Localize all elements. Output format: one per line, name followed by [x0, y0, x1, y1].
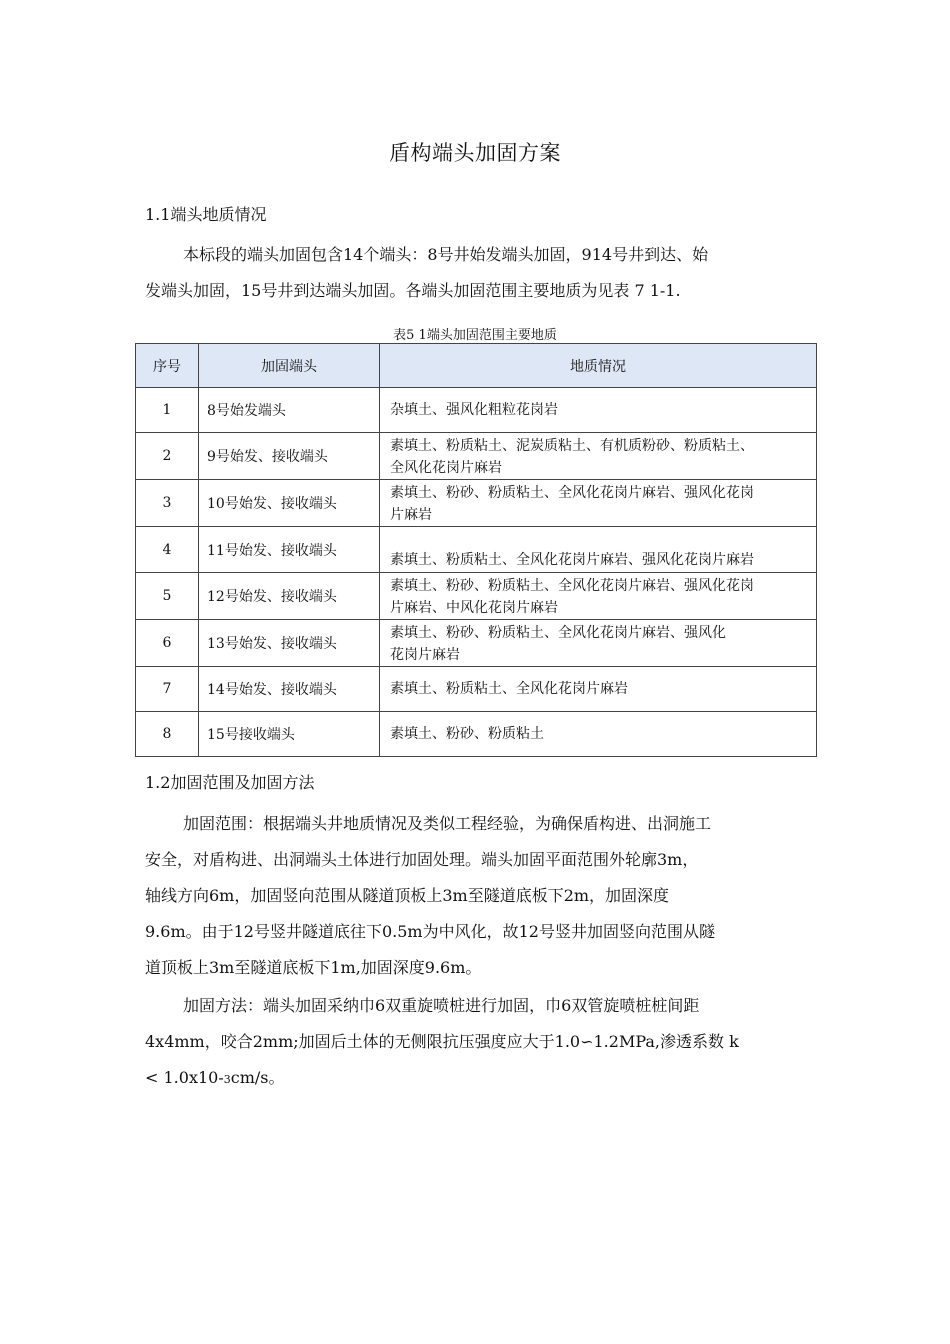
table-header-row	[136, 344, 817, 388]
table-row	[136, 620, 817, 667]
geology-line: 素填土、粉砂、粉质粘土、全风化花岗片麻岩、强风化花岗	[390, 578, 754, 594]
permeability-prefix: < 1.0x10-	[145, 1068, 224, 1087]
row-geology	[380, 667, 817, 712]
geology-line: 杂填土、强风化粗粒花岗岩	[390, 402, 558, 418]
paragraph-line-last	[145, 1060, 817, 1098]
geology-line: 片麻岩、中风化花岗片麻岩	[390, 600, 558, 616]
geology-line: 全风化花岗片麻岩	[390, 460, 502, 476]
row-no: 8	[136, 712, 199, 757]
row-no: 1	[136, 388, 199, 433]
section2-paragraph-method	[145, 988, 817, 1098]
paragraph-line: 本标段的端头加固包含14个端头：8号井始发端头加固，914号井到达、始	[183, 245, 709, 264]
paragraph-line: 加固范围：根据端头井地质情况及类似工程经验，为确保盾构进、出洞施工	[183, 814, 712, 833]
row-geology	[380, 480, 817, 527]
row-name: 10号始发、接收端头	[199, 480, 380, 527]
geology-line: 素填土、粉砂、粉质粘土	[390, 726, 544, 742]
table-row	[136, 712, 817, 757]
row-no: 7	[136, 667, 199, 712]
page-title: 盾构端头加固方案	[389, 141, 561, 165]
paragraph-line: 道顶板上3m至隧道底板下1m,加固深度9.6m。	[145, 958, 482, 977]
section-heading-1: 1.1端头地质情况	[145, 205, 267, 224]
row-name: 8号始发端头	[199, 388, 380, 433]
row-no: 5	[136, 573, 199, 620]
geology-line: 素填土、粉质粘土、全风化花岗片麻岩、强风化花岗片麻岩	[390, 552, 754, 568]
row-name: 12号始发、接收端头	[199, 573, 380, 620]
geology-line: 素填土、粉砂、粉质粘土、全风化花岗片麻岩、强风化花岗	[390, 485, 754, 501]
row-name: 9号始发、接收端头	[199, 433, 380, 480]
geology-table	[135, 343, 817, 757]
row-geology	[380, 527, 817, 573]
row-geology	[380, 573, 817, 620]
section-heading-2: 1.2加固范围及加固方法	[145, 773, 315, 792]
row-name: 13号始发、接收端头	[199, 620, 380, 667]
header-no: 序号	[136, 344, 199, 388]
section2-paragraph-range	[145, 806, 817, 986]
row-name: 11号始发、接收端头	[199, 527, 380, 573]
table-row	[136, 388, 817, 433]
table-row	[136, 667, 817, 712]
geology-line: 花岗片麻岩	[390, 647, 460, 663]
paragraph-line: 4x4mm，咬合2mm;加固后土体的无侧限抗压强度应大于1.0∽1.2MPa,渗透系数 k	[145, 1032, 739, 1051]
permeability-unit: cm/s。	[230, 1068, 285, 1087]
table-row	[136, 480, 817, 527]
geology-line: 片麻岩	[390, 507, 432, 523]
row-no: 2	[136, 433, 199, 480]
row-geology	[380, 388, 817, 433]
table-row	[136, 573, 817, 620]
geology-line: 素填土、粉质粘土、全风化花岗片麻岩	[390, 681, 628, 697]
paragraph-line: 加固方法：端头加固采纳巾6双重旋喷桩进行加固，巾6双管旋喷桩桩间距	[183, 996, 700, 1015]
row-name: 14号始发、接收端头	[199, 667, 380, 712]
geology-line: 素填土、粉质粘土、泥炭质粘土、有机质粉砂、粉质粘土、	[390, 438, 754, 454]
row-geology	[380, 433, 817, 480]
section1-paragraph	[145, 237, 817, 309]
paragraph-line: 9.6m。由于12号竖井隧道底往下0.5m为中风化，故12号竖井加固竖向范围从隧	[145, 922, 715, 941]
row-no: 6	[136, 620, 199, 667]
row-geology	[380, 620, 817, 667]
table-row	[136, 527, 817, 573]
row-geology	[380, 712, 817, 757]
table-row	[136, 433, 817, 480]
row-name: 15号接收端头	[199, 712, 380, 757]
paragraph-line: 轴线方向6m，加固竖向范围从隧道顶板上3m至隧道底板下2m，加固深度	[145, 886, 670, 905]
header-name: 加固端头	[199, 344, 380, 388]
row-no: 4	[136, 527, 199, 573]
paragraph-line: 发端头加固，15号井到达端头加固。各端头加固范围主要地质为见表 7 1-1.	[145, 281, 681, 300]
paragraph-line: 安全，对盾构进、出洞端头土体进行加固处理。端头加固平面范围外轮廓3m，	[145, 850, 699, 869]
row-no: 3	[136, 480, 199, 527]
geology-line: 素填土、粉砂、粉质粘土、全风化花岗片麻岩、强风化	[390, 625, 726, 641]
header-geology: 地质情况	[380, 344, 817, 388]
permeability-exponent: 3	[223, 1073, 231, 1086]
table-caption: 表5 1端头加固范围主要地质	[393, 328, 557, 343]
